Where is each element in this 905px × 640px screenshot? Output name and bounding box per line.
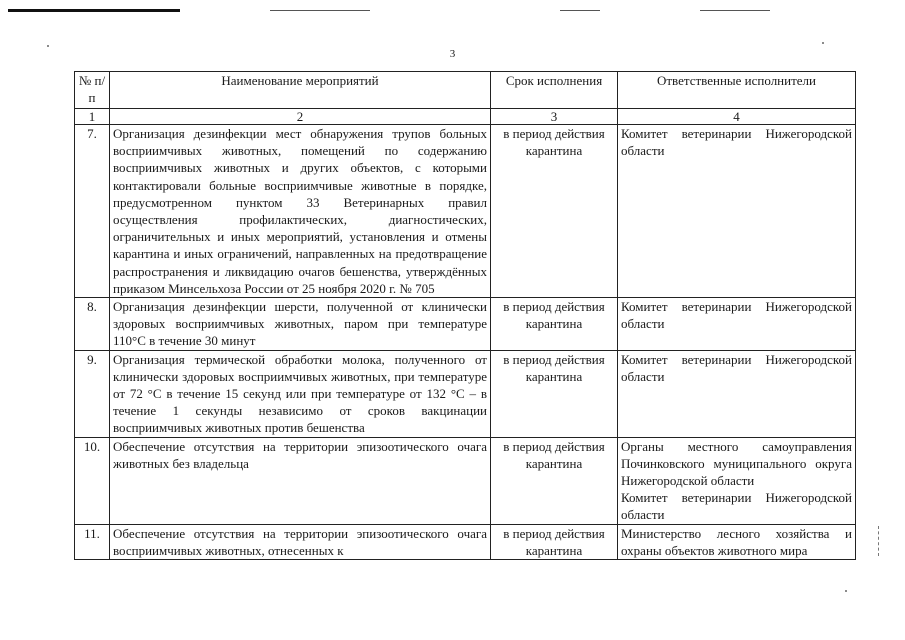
measure-responsible [618,125,856,298]
responsible-entity: Комитет ветеринарии Нижегородской области [621,351,852,384]
row-number: 10. [75,437,110,524]
measure-name: Организация термической обработки молока, полученного от клинически здоровых восприимчивых животных, при температуре от 72 °С в течение 15 секунд или при температуре от 132 °С – в течение 1 секунды независимо от сроков вакцинации восприимчивых животных против бешенства [110,350,491,437]
column-number: 4 [618,109,856,125]
table-header-row [75,72,856,109]
column-number: 1 [75,109,110,125]
measures-table [74,71,856,560]
table-row [75,437,856,524]
measure-term: в период действия карантина [491,524,618,559]
scan-artifact [878,526,880,556]
top-border-line [700,10,770,11]
table-row [75,350,856,437]
measure-name: Обеспечение отсутствия на территории эпизоотического очага восприимчивых животных, отнесенных к [110,524,491,559]
column-number: 3 [491,109,618,125]
column-number: 2 [110,109,491,125]
responsible-entity: Комитет ветеринарии Нижегородской области [621,299,852,332]
header-responsible: Ответственные исполнители [618,72,856,109]
responsible-entity: Органы местного самоуправления Починковского муниципального округа Нижегородской области [621,438,852,489]
top-border-line [270,10,370,11]
measure-name: Обеспечение отсутствия на территории эпизоотического очага животных без владельца [110,437,491,524]
measure-name: Организация дезинфекции мест обнаружения трупов больных восприимчивых животных, помещений по содержанию восприимчивых животных и других объектов, с которыми контактировали больные восприимчивые животные в порядке, предусмотренном пунктом 33 Ветеринарных правил осуществления профилактических, диагностических, ограничительных и иных мероприятий, установления и отмены карантина и иных ограничений, направленных на предотвращение распространения и ликвидацию очагов бешенства, утверждённых приказом Минсельхоза России от 25 ноября 2020 г. № 705 [110,125,491,298]
measure-term: в период действия карантина [491,437,618,524]
top-border-line [560,10,600,11]
table-row [75,125,856,298]
scan-artifact [822,42,824,44]
header-name: Наименование мероприятий [110,72,491,109]
table-row [75,298,856,351]
table-row [75,524,856,559]
row-number: 8. [75,298,110,351]
responsible-entity: Министерство лесного хозяйства и охраны объектов животного мира [621,525,852,558]
header-num: № п/п [75,72,110,109]
responsible-entity: Комитет ветеринарии Нижегородской области [621,490,852,523]
measure-responsible [618,524,856,559]
responsible-entity: Комитет ветеринарии Нижегородской области [621,126,852,159]
scan-artifact [47,45,49,47]
page-number: 3 [449,48,456,60]
measure-name: Организация дезинфекции шерсти, полученной от клинически здоровых восприимчивых животных, паром при температуре 110°С в течение 30 минут [110,298,491,351]
measure-term: в период действия карантина [491,350,618,437]
measure-responsible [618,298,856,351]
scan-artifact [845,590,847,592]
row-number: 7. [75,125,110,298]
top-border-line [8,9,180,12]
column-numbers-row [75,109,856,125]
measure-responsible [618,437,856,524]
measure-responsible [618,350,856,437]
row-number: 9. [75,350,110,437]
measure-term: в период действия карантина [491,298,618,351]
measure-term: в период действия карантина [491,125,618,298]
row-number: 11. [75,524,110,559]
header-term: Срок исполнения [491,72,618,109]
